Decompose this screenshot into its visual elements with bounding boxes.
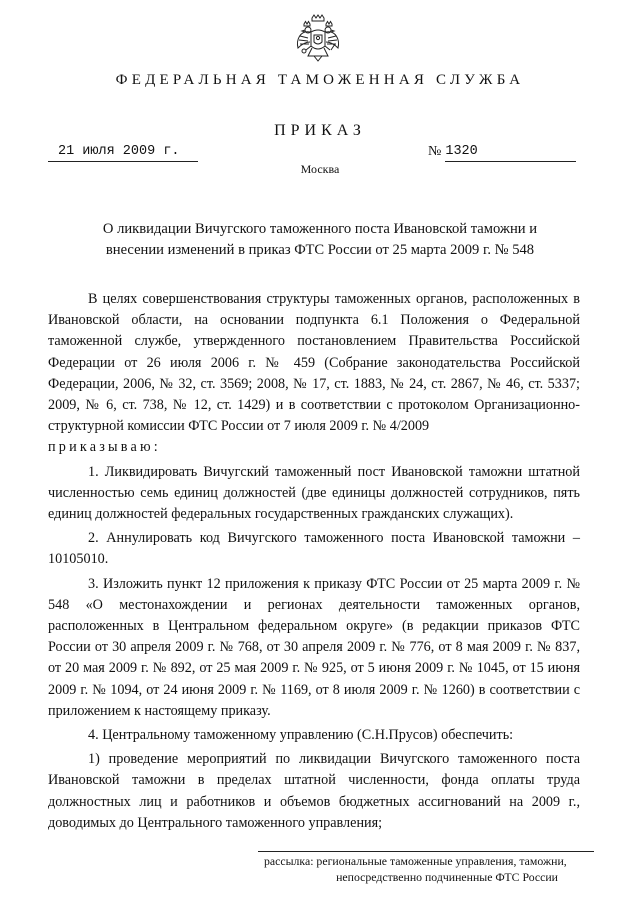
agency-name: ФЕДЕРАЛЬНАЯ ТАМОЖЕННАЯ СЛУЖБА <box>115 72 525 88</box>
subject-line-1: О ликвидации Вичугского таможенного поста Ивановской таможни и <box>102 221 538 237</box>
distribution-line-1: рассылка: региональные таможенные управления, таможни, <box>264 854 567 868</box>
order-date: 21 июля 2009 г. <box>48 143 198 162</box>
order-item-4-1: 1) проведение мероприятий по ликвидации Вичугского таможенного поста Ивановской таможни в пределах штатной численности, фонда оплаты труда должностных лиц и работников и объемов бюджетных ассигнований на 2009 г., доводимых до Центрального таможенного управления; <box>48 751 580 831</box>
distribution-line-2: непосредственно подчиненные ФТС России <box>336 870 558 884</box>
order-item-3: 3. Изложить пункт 12 приложения к приказу ФТС России от 25 марта 2009 г. № 548 «О местонахождении и регионах деятельности таможенных органов, расположенных в Центральном федеральном округе» (в редакции приказов ФТС России от 30 апреля 2009 г. № 768, от 30 апреля 2009 г. № 776, от 8 мая 2009 г. № 837, от 20 мая 2009 г. № 892, от 25 мая 2009 г. № 925, от 5 июня 2009 г. № 1045, от 15 июня 2009 г. № 1094, от 24 июня 2009 г. № 1169, от 8 июля 2009 г. № 1260) в соответствии с приложением к настоящему приказу. <box>48 575 580 719</box>
order-item-4: 4. Центральному таможенному управлению (С.Н.Прусов) обеспечить: <box>88 727 514 744</box>
issue-city: Москва <box>300 162 340 176</box>
number-sign: № <box>428 144 442 159</box>
subject-line-2: внесении изменений в приказ ФТС России от 25 марта 2009 г. № 548 <box>105 242 535 258</box>
order-subject <box>70 219 570 261</box>
order-body <box>48 289 580 834</box>
order-item-2: 2. Аннулировать код Вичугского таможенного поста Ивановской таможни – 10105010. <box>48 530 580 568</box>
distribution-note <box>258 853 594 885</box>
preamble-paragraph: В целях совершенствования структуры таможенных органов, расположенных в Ивановской области, на основании подпункта 6.1 Положения о Федеральной таможенной службе, утвержденного постановлением Правительства Российской Федерации от 26 июля 2006 г. № 459 (Собрание законодательства Российской Федерации, 2006, № 32, ст. 3569; 2008, № 17, ст. 1883, № 24, ст. 2867, № 46, ст. 5337; 2009, № 6, ст. 738, № 12, ст. 1429) и в соответствии с протоколом Организационно-структурной комиссии ФТС России от 7 июля 2009 г. № 4/2009 <box>48 291 580 435</box>
decree-word: приказываю: <box>48 439 161 456</box>
order-number: 1320 <box>445 143 576 162</box>
order-number-field <box>428 143 576 162</box>
order-item-1: 1. Ликвидировать Вичугский таможенный пост Ивановской таможни штатной численностью семь единиц должностей (две единицы должностей сотрудников, пять единиц должностей федеральных государственных гражданских служащих). <box>48 463 580 523</box>
document-type: ПРИКАЗ <box>274 122 366 139</box>
double-headed-eagle-emblem-icon <box>294 12 342 64</box>
footer-divider <box>258 851 594 852</box>
